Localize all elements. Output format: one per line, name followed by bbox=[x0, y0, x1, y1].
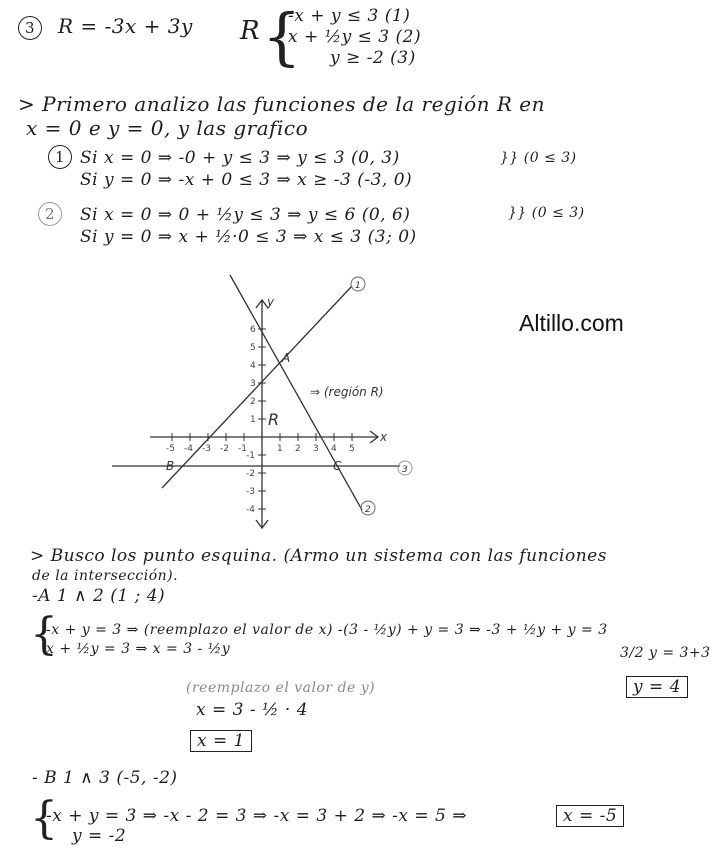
system-a-side: 3/2 y = 3+3 bbox=[620, 645, 711, 661]
line-2 bbox=[230, 275, 362, 510]
y-axis-arrow bbox=[256, 300, 268, 308]
system-a-brace: { bbox=[30, 609, 58, 660]
case-1-row-1: Si x = 0 ⇒ -0 + y ≤ 3 ⇒ y ≤ 3 (0, 3) bbox=[80, 148, 400, 168]
y-tick: 4 bbox=[250, 361, 256, 371]
region-label: R bbox=[240, 16, 261, 46]
x-tick: 1 bbox=[277, 444, 283, 454]
y-tick: 1 bbox=[250, 415, 256, 425]
case-1-row-2: Si y = 0 ⇒ -x + 0 ≤ 3 ⇒ x ≥ -3 (-3, 0) bbox=[80, 170, 413, 190]
y-tick: -4 bbox=[246, 505, 255, 515]
y-tick: 5 bbox=[250, 343, 256, 353]
intro-line-2: x = 0 e y = 0, y las grafico bbox=[26, 116, 309, 140]
line-1 bbox=[162, 286, 352, 488]
y-tick: -3 bbox=[246, 487, 255, 497]
solution-heading-2: de la intersección). bbox=[32, 568, 179, 584]
y-tick: -1 bbox=[246, 451, 255, 461]
system-a-eq-1: -x + y = 3 ⇒ (reemplazo el valor de x) -(3 - ½y) + y = 3 ⇒ -3 + ½y + y = 3 bbox=[46, 622, 608, 638]
case-2-row-1: Si x = 0 ⇒ 0 + ½y ≤ 3 ⇒ y ≤ 6 (0, 6) bbox=[80, 205, 411, 225]
watermark: Altillo.com bbox=[519, 310, 624, 336]
region-note: ⇒ (región R) bbox=[310, 385, 384, 399]
case-2-row-2: Si y = 0 ⇒ x + ½·0 ≤ 3 ⇒ x ≤ 3 (3; 0) bbox=[80, 227, 417, 247]
y-tick: 6 bbox=[250, 325, 256, 335]
x-tick: -1 bbox=[238, 444, 247, 454]
objective-function: R = -3x + 3y bbox=[58, 14, 193, 38]
point-a-title: -A 1 ∧ 2 (1 ; 4) bbox=[32, 586, 166, 606]
x-tick: 5 bbox=[349, 444, 355, 454]
system-b-eq-2: y = -2 bbox=[72, 826, 127, 846]
region-letter: R bbox=[268, 410, 280, 429]
case-2-marker: 2 bbox=[38, 202, 68, 226]
problem-number: 3 bbox=[18, 14, 48, 40]
x-tick: -4 bbox=[184, 444, 193, 454]
y-result-a: y = 4 bbox=[626, 676, 688, 698]
y-tick: 3 bbox=[250, 379, 256, 389]
y-tick: 2 bbox=[250, 397, 256, 407]
system-a-calc: x = 3 - ½ · 4 bbox=[196, 700, 309, 720]
system-b-brace: { bbox=[30, 793, 58, 844]
x-axis-arrow bbox=[370, 431, 378, 443]
case-1-marker: 1 bbox=[48, 145, 78, 169]
y-axis-label: y bbox=[267, 295, 275, 309]
y-tick: -2 bbox=[246, 469, 255, 479]
point-b-title: - B 1 ∧ 3 (-5, -2) bbox=[32, 768, 178, 788]
line-2-marker: 2 bbox=[365, 505, 371, 515]
x-axis-label: x bbox=[380, 430, 388, 444]
solution-heading-1: > Busco los punto esquina. (Armo un sistema con las funciones bbox=[30, 546, 607, 566]
system-b-eq-1: -x + y = 3 ⇒ -x - 2 = 3 ⇒ -x = 3 + 2 ⇒ -x = 5 ⇒ bbox=[46, 806, 467, 826]
system-a-note: (reemplazo el valor de y) bbox=[186, 680, 376, 696]
constraints-brace: { bbox=[262, 0, 302, 73]
x-tick: 4 bbox=[331, 444, 337, 454]
constraint-2: x + ½y ≤ 3 (2) bbox=[288, 27, 422, 47]
point-C: C bbox=[333, 459, 342, 473]
constraint-1: -x + y ≤ 3 (1) bbox=[288, 6, 411, 26]
point-B: B bbox=[166, 459, 175, 473]
x-result-a: x = 1 bbox=[190, 730, 252, 752]
x-tick: -5 bbox=[166, 444, 175, 454]
point-A: A bbox=[282, 351, 291, 365]
line-1-marker: 1 bbox=[355, 281, 361, 291]
x-tick: -2 bbox=[220, 444, 229, 454]
case-1-note: }} (0 ≤ 3) bbox=[500, 150, 577, 166]
line-3-marker: 3 bbox=[402, 465, 408, 475]
x-tick: 2 bbox=[295, 444, 301, 454]
x-tick: 3 bbox=[313, 444, 319, 454]
constraint-3: y ≥ -2 (3) bbox=[330, 48, 416, 68]
y-axis-arrow-down bbox=[256, 520, 268, 528]
system-a-eq-2: x + ½y = 3 ⇒ x = 3 - ½y bbox=[46, 641, 231, 657]
case-2-note: }} (0 ≤ 3) bbox=[508, 205, 585, 221]
intro-line-1: > Primero analizo las funciones de la región R en bbox=[18, 92, 546, 116]
x-tick: -3 bbox=[202, 444, 211, 454]
x-result-b: x = -5 bbox=[556, 805, 624, 827]
